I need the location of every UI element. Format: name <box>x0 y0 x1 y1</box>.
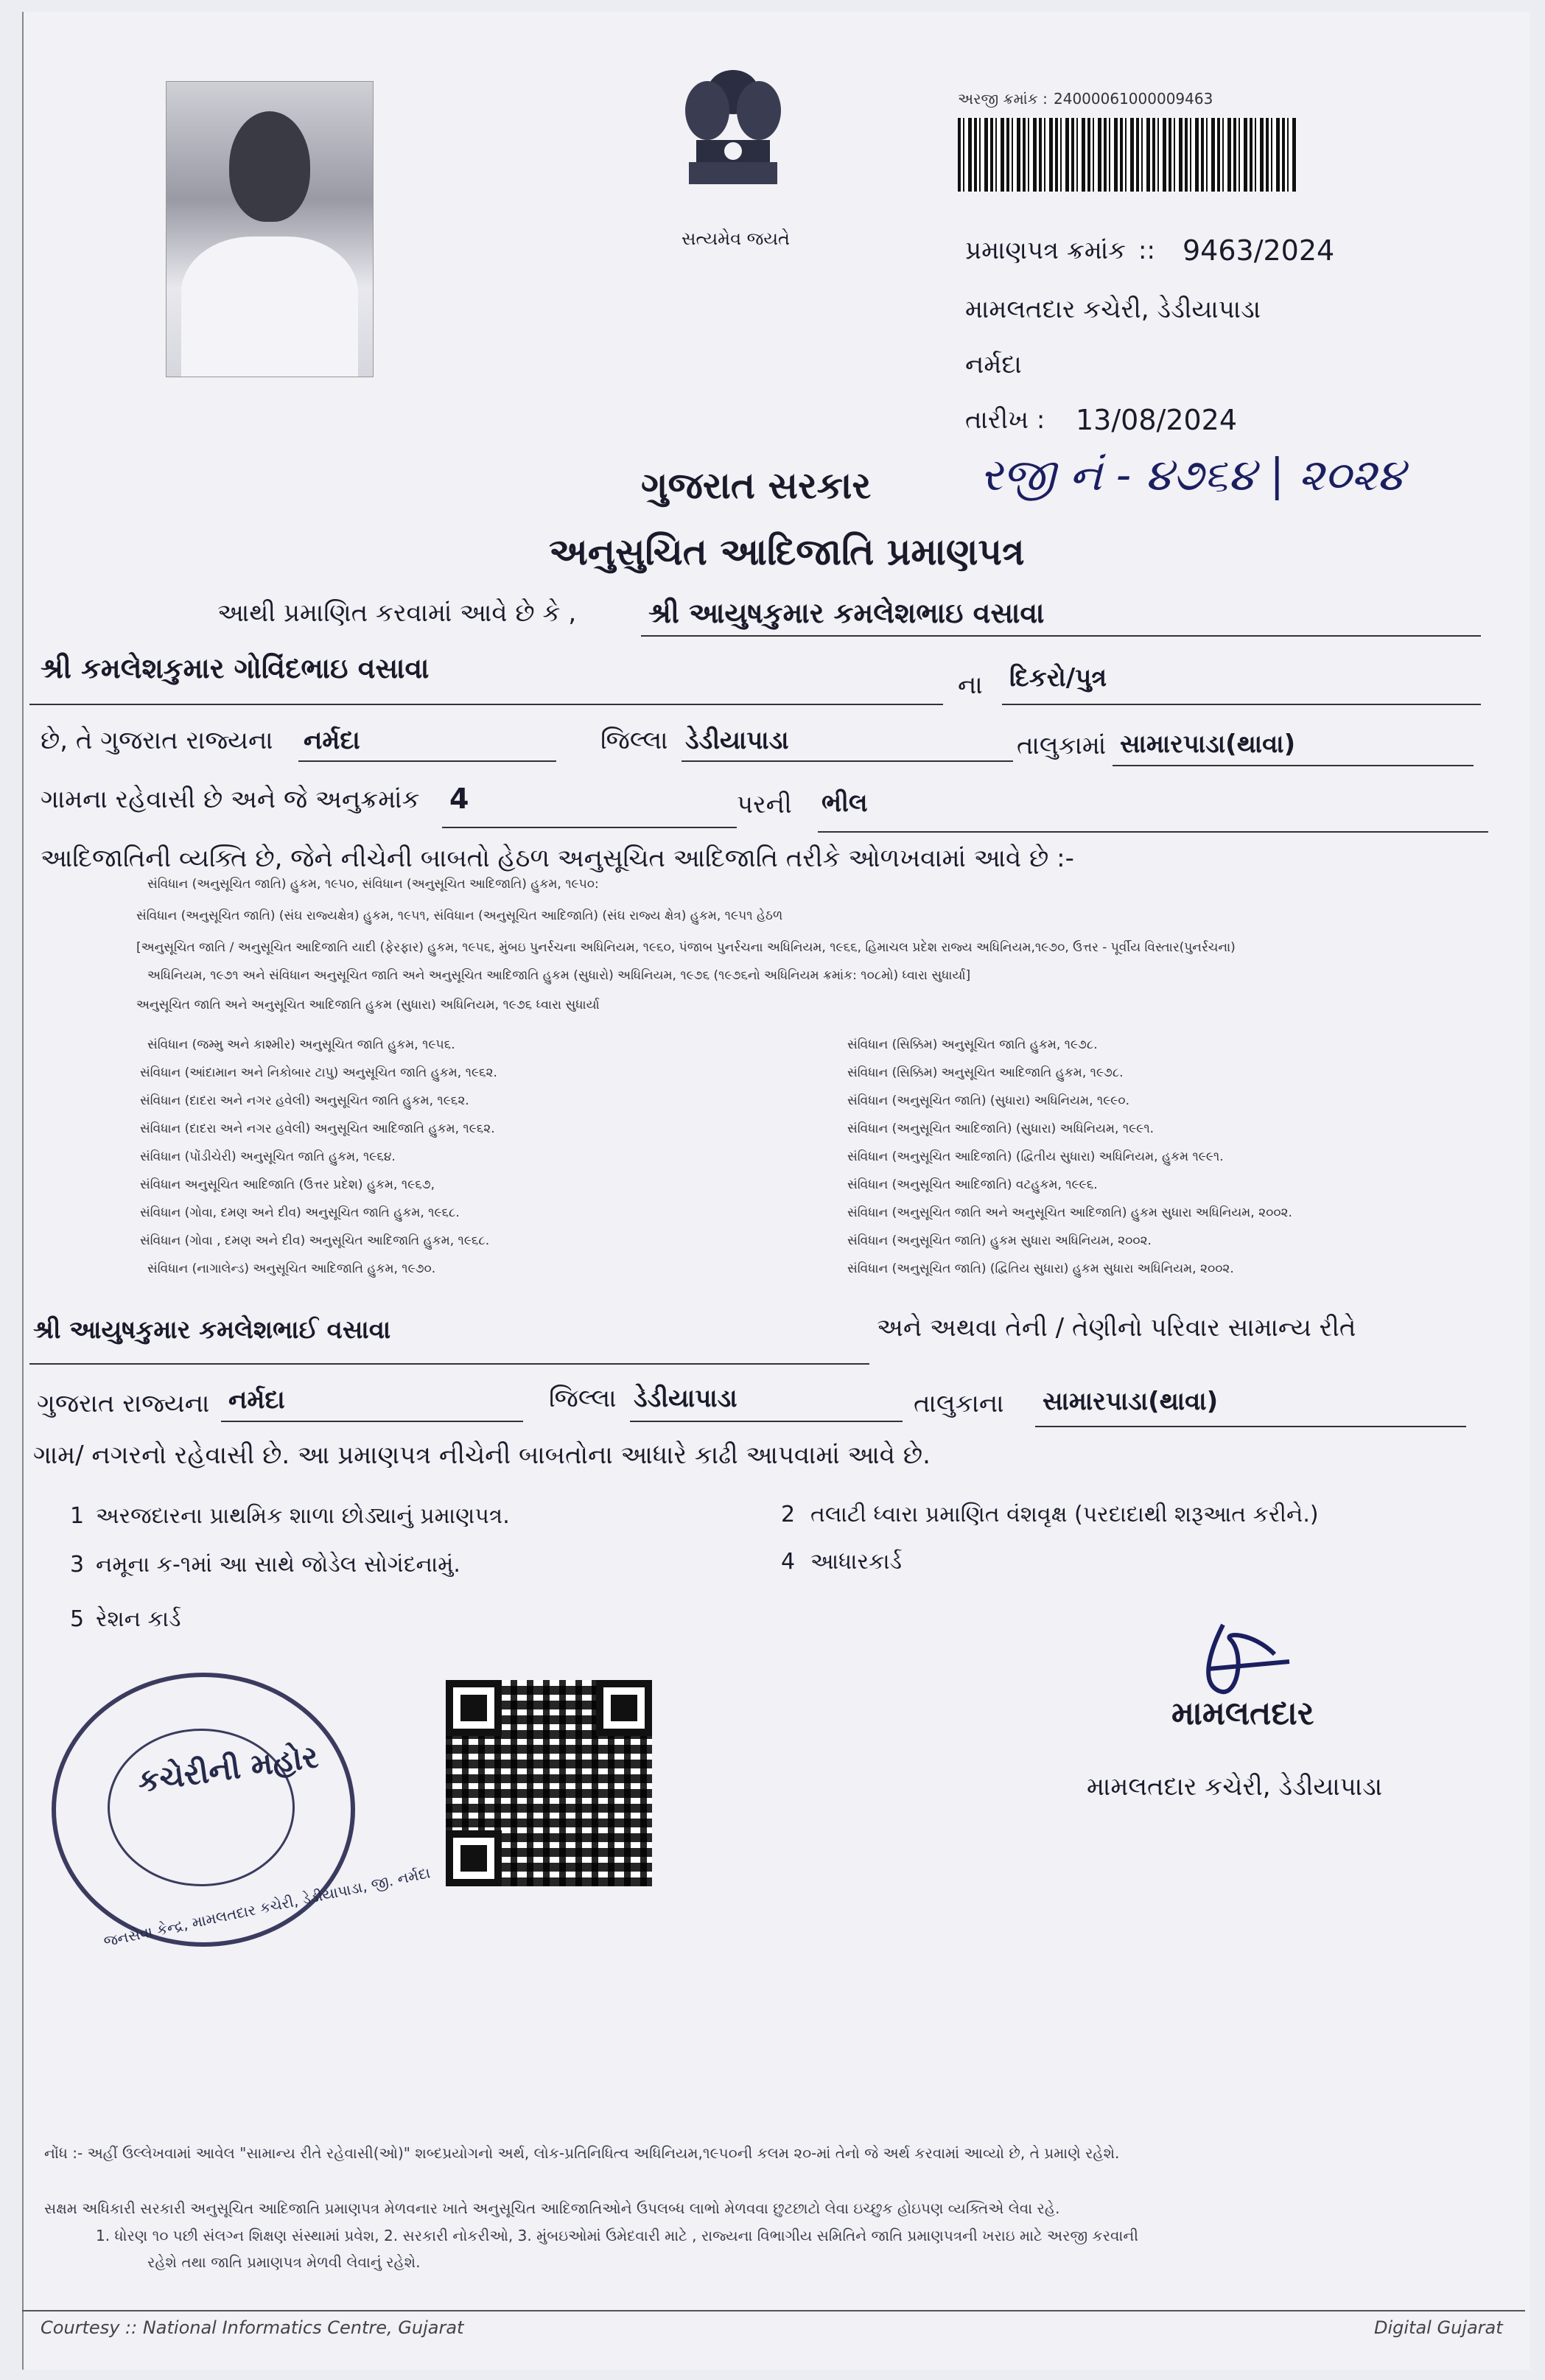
issuing-office: મામલતદાર કચેરી, ડેડીયાપાડા <box>965 295 1261 324</box>
seal-text: કચેરીની મહોર <box>135 1738 320 1799</box>
signature-designation: મામલતદાર <box>1171 1695 1314 1732</box>
second-district-value: નર્મદા <box>228 1385 285 1415</box>
taluka-underline <box>682 760 1013 762</box>
second-village-underline <box>1035 1426 1466 1427</box>
order-left: સંવિધાન (પોંડીચેરી) અનુસૂચિત જાતિ હુકમ, ૧૯૬૪. <box>140 1149 396 1164</box>
certify-text: આથી પ્રમાણિત કરવામાં આવે છે કે , <box>217 598 577 628</box>
qr-code <box>446 1680 652 1886</box>
applicant-name-underline <box>29 1363 869 1365</box>
document-no: 3 <box>70 1552 85 1578</box>
second-taluka-underline <box>630 1421 903 1422</box>
order-main: સંવિધાન (અનુસૂચિત જાતિ) (સંઘ રાજ્યક્ષેત્ર) હુકમ, ૧૯૫૧, સંવિધાન (અનુસૂચિત આદિજાતિ) (સંઘ રાજ્ય ક્ષેત્ર) હુકમ, ૧૯૫૧ હેઠળ <box>136 909 783 923</box>
second-district-label: જિલ્લા <box>549 1384 617 1413</box>
second-state-text: ગુજરાત રાજ્યના <box>37 1389 210 1418</box>
order-left: સંવિધાન (ગોવા , દમણ અને દીવ) અનુસૂચિત આદિજાતિ હુકમ, ૧૯૬૮. <box>140 1233 490 1248</box>
photo-body <box>181 237 358 377</box>
serial-no: 4 <box>449 783 469 815</box>
order-right: સંવિધાન (અનુસૂચિત આદિજાતિ) (દ્વિતીય સુધારા) અધિનિયમ, હુકમ ૧૯૯૧. <box>847 1149 1224 1164</box>
resident-text: ગામના રહેવાસી છે અને જે અનુક્રમાંક <box>41 785 420 814</box>
second-village-value: સામારપાડા(થાવા) <box>1043 1387 1219 1416</box>
issuing-district: નર્મદા <box>965 350 1022 379</box>
order-main: અનુસૂચિત જાતિ અને અનુસૂચિત આદિજાતિ હુકમ (સુધારા) અધિનિયમ, ૧૯૭૬ ધ્વારા સુધાર્યા <box>136 998 600 1012</box>
office-seal <box>52 1673 432 1950</box>
order-left: સંવિધાન અનુસૂચિત આદિજાતિ (ઉત્તર પ્રદેશ) હુકમ, ૧૯૬૭, <box>140 1177 435 1192</box>
qr-finder <box>446 1680 502 1736</box>
second-taluka-label: તાલુકાના <box>914 1389 1004 1418</box>
order-right: સંવિધાન (અનુસૂચિત જાતિ અને અનુસૂચિત આદિજાતિ) હુકમ સુધારા અધિનિયમ, ૨૦૦૨. <box>847 1205 1292 1220</box>
handwritten-reference: રજી નં - ૪૭૬૪ | ૨૦૨૪ <box>980 449 1405 501</box>
document-text: રેશન કાર્ડ <box>96 1606 181 1632</box>
order-right: સંવિધાન (અનુસૂચિત જાતિ) હુકમ સુધારા અધિનિયમ, ૨૦૦૨. <box>847 1233 1152 1248</box>
district-label: જિલ્લા <box>600 726 668 755</box>
order-left: સંવિધાન (દાદરા અને નગર હવેલી) અનુસૂચિત આદિજાતિ હુકમ, ૧૯૬૨. <box>140 1121 495 1136</box>
date-label: તારીખ : <box>965 405 1045 435</box>
document-text: આધારકાર્ડ <box>810 1549 903 1575</box>
applicant-name: શ્રી આયુષકુમાર કમલેશભાઇ વસાવા <box>648 597 1045 629</box>
footer-courtesy: Courtesy :: National Informatics Centre, Gujarat <box>41 2317 464 2338</box>
village-value: સામારપાડા(થાવા) <box>1120 729 1296 759</box>
village-underline <box>1113 765 1474 766</box>
document-no: 2 <box>781 1502 796 1527</box>
certificate-no-label: પ્રમાણપત્ર ક્રમાંક <box>965 236 1127 265</box>
order-left: સંવિધાન (દાદરા અને નગર હવેલી) અનુસૂચિત જાતિ હુકમ, ૧૯૬૨. <box>140 1093 469 1108</box>
order-main: સંવિધાન (અનુસૂચિત જાતિ) હુકમ, ૧૯૫૦, સંવિધાન (અનુસૂચિત આદિજાતિ) હુકમ, ૧૯૫૦: <box>147 877 599 892</box>
tribe-value: ભીલ <box>821 788 868 818</box>
father-underline <box>29 704 943 705</box>
order-left: સંવિધાન (આંદામાન અને નિકોબાર ટાપુ) અનુસૂચિત જાતિ હુકમ, ૧૯૬૨. <box>140 1065 497 1080</box>
second-taluka-value: ડેડીયાપાડા <box>634 1384 738 1413</box>
taluka-value: ડેડીયાપાડા <box>685 726 789 755</box>
note-line: રહેશે તથા જાતિ પ્રમાણપત્ર મેળવી લેવાનું રહેશે. <box>147 2253 421 2271</box>
name-underline <box>641 635 1481 637</box>
family-text: અને અથવા તેની / તેણીનો પરિવાર સામાન્ય રીતે <box>877 1313 1356 1343</box>
signature-mark <box>1179 1610 1311 1706</box>
basis-text: ગામ/ નગરનો રહેવાસી છે. આ પ્રમાણપત્ર નીચેની બાબતોના આધારે કાઢી આપવામાં આવે છે. <box>33 1441 931 1470</box>
district-value: નર્મદા <box>304 726 360 755</box>
seal-ring-text: જનસેવા કેન્દ્ર, મામલતદાર કચેરી, ડેડીયાપાડા, જી. નર્મદા <box>102 1863 432 1950</box>
national-emblem <box>667 59 799 228</box>
order-right: સંવિધાન (સિક્કિમ) અનુસૂચિત આદિજાતિ હુકમ, ૧૯૭૮. <box>847 1065 1124 1080</box>
second-district-underline <box>221 1421 523 1422</box>
order-right: સંવિધાન (સિક્કિમ) અનુસૂચિત જાતિ હુકમ, ૧૯૭૮. <box>847 1037 1098 1052</box>
father-name: શ્રી કમલેશકુમાર ગોવિંદભાઇ વસાવા <box>41 652 430 685</box>
document-no: 1 <box>70 1503 85 1529</box>
tribe-underline <box>818 831 1488 833</box>
order-left: સંવિધાન (નાગાલેન્ડ) અનુસૂચિત આદિજાતિ હુકમ, ૧૯૭૦. <box>147 1261 436 1276</box>
relation: દિકરો/પુત્ર <box>1009 663 1107 693</box>
document-text: તલાટી ધ્વારા પ્રમાણિત વંશવૃક્ષ (પરદાદાથી શરૂઆત કરીને.) <box>810 1502 1319 1527</box>
applicant-name-repeat: શ્રી આયુષકુમાર કમલેશભાઈ વસાવા <box>33 1315 391 1345</box>
order-right: સંવિધાન (અનુસૂચિત જાતિ) (સુધારા) અધિનિયમ, ૧૯૯૦. <box>847 1093 1129 1108</box>
na-text: ના <box>958 671 983 700</box>
order-main: અધિનિયમ, ૧૯૭૧ અને સંવિધાન અનુસૂચિત જાતિ અને અનુસૂચિત આદિજાતિ હુકમ (સુધારો) અધિનિયમ, ૧૯૭૬ (૧૯૭૬નો અધિનિયમ ક્રમાંક: ૧૦૮મો) ધ્વારા સુધાર્યા] <box>147 968 971 983</box>
tribe-text: આદિજાતિની વ્યક્તિ છે, જેને નીચેની બાબતો હેઠળ અનુસૂચિત આદિજાતિ તરીકે ઓળખવામાં આવે છે :- <box>41 844 1074 873</box>
document-no: 5 <box>70 1606 85 1632</box>
qr-finder <box>596 1680 652 1736</box>
government-title: ગુજરાત સરકાર <box>641 464 872 507</box>
certificate-no-sep: :: <box>1138 236 1155 265</box>
order-right: સંવિધાન (અનુસૂચિત જાતિ) (દ્વિતિય સુધારા) હુકમ સુધારા અધિનિયમ, ૨૦૦૨. <box>847 1261 1234 1276</box>
footer-digital: Digital Gujarat <box>1374 2317 1503 2338</box>
barcode <box>958 118 1297 192</box>
applicant-photo <box>166 81 374 377</box>
qr-finder <box>446 1830 502 1886</box>
relation-underline <box>1002 704 1481 705</box>
document-text: નમૂના ક-૧માં આ સાથે જોડેલ સોગંદનામું. <box>96 1552 460 1578</box>
order-right: સંવિધાન (અનુસૂચિત આદિજાતિ) વટહુકમ, ૧૯૯૬. <box>847 1177 1098 1192</box>
note-line: સક્ષમ અધિકારી સરકારી અનુસૂચિત આદિજાતિ પ્રમાણપત્ર મેળવનાર ખાતે અનુસૂચિત આદિજાતિઓને ઉપલબ્ધ લાભો મેળવવા છુટછાટો લેવા ઇચ્છુક હોઇપણ વ્યક્તિએ લેવા રહે. <box>44 2199 1060 2217</box>
note-line: 1. ધોરણ ૧૦ પછી સંલગ્ન શિક્ષણ સંસ્થામાં પ્રવેશ, 2. સરકારી નોકરીઓ, 3. મુંબઇઓમાં ઉમેદવારી માટે , રાજ્યના વિભાગીય સમિતિને જાતિ પ્રમાણપત્રની ખરાઇ માટે અરજી કરવાની <box>96 2227 1138 2244</box>
certificate-no: 9463/2024 <box>1183 234 1335 267</box>
signature-office: મામલતદાર કચેરી, ડેડીયાપાડા <box>1087 1772 1383 1802</box>
serial-underline <box>442 827 737 828</box>
application-no-label: અરજી ક્રમાંક : <box>958 90 1048 108</box>
order-left: સંવિધાન (જમ્મુ અને કાશ્મીર) અનુસૂચિત જાતિ હુકમ, ૧૯૫૬. <box>147 1037 455 1052</box>
footer-divider <box>22 2310 1525 2311</box>
order-right: સંવિધાન (અનુસૂચિત આદિજાતિ) (સુધારા) અધિનિયમ, ૧૯૯૧. <box>847 1121 1155 1136</box>
order-left: સંવિધાન (ગોવા, દમણ અને દીવ) અનુસૂચિત જાતિ હુકમ, ૧૯૬૮. <box>140 1205 460 1220</box>
photo-head <box>229 111 310 222</box>
document-text: અરજદારના પ્રાથમિક શાળા છોડ્યાનું પ્રમાણપત્ર. <box>96 1503 510 1529</box>
district-underline <box>298 760 556 762</box>
application-no: 24000061000009463 <box>1054 90 1213 108</box>
certificate-title: અનુસુચિત આદિજાતિ પ્રમાણપત્ર <box>549 531 1025 573</box>
upon-text: પરની <box>737 790 792 819</box>
issue-date: 13/08/2024 <box>1076 404 1238 436</box>
document-no: 4 <box>781 1549 796 1575</box>
taluka-label: તાલુકામાં <box>1017 731 1107 760</box>
order-main: [અનુસૂચિત જાતિ / અનુસૂચિત આદિજાતિ યાદી (ફેરફાર) હુકમ, ૧૯૫૬, મુંબઇ પુનર્રચના અધિનિયમ, ૧૯૬૦, પંજાબ પુનર્રચના અધિનિયમ, ૧૯૬૬, હિમાચલ પ્રદેશ રાજ્ય અધિનિયમ,૧૯૭૦, ઉત્તર - પૂર્વીય વિસ્તાર(પુનર્રચના) <box>136 940 1236 955</box>
state-text: છે, તે ગુજરાત રાજ્યના <box>41 726 273 755</box>
emblem-motto: સત્યમેવ જયતે <box>682 228 790 249</box>
note-line: નોંધ :- અહીં ઉલ્લેખવામાં આવેલ "સામાન્ય રીતે રહેવાસી(ઓ)" શબ્દપ્રયોગનો અર્થ, લોક-પ્રતિનિધિત્વ અધિનિયમ,૧૯૫૦ની કલમ ૨૦-માં તેનો જે અર્થ કરવામાં આવ્યો છે, તે પ્રમાણે રહેશે. <box>44 2144 1120 2162</box>
